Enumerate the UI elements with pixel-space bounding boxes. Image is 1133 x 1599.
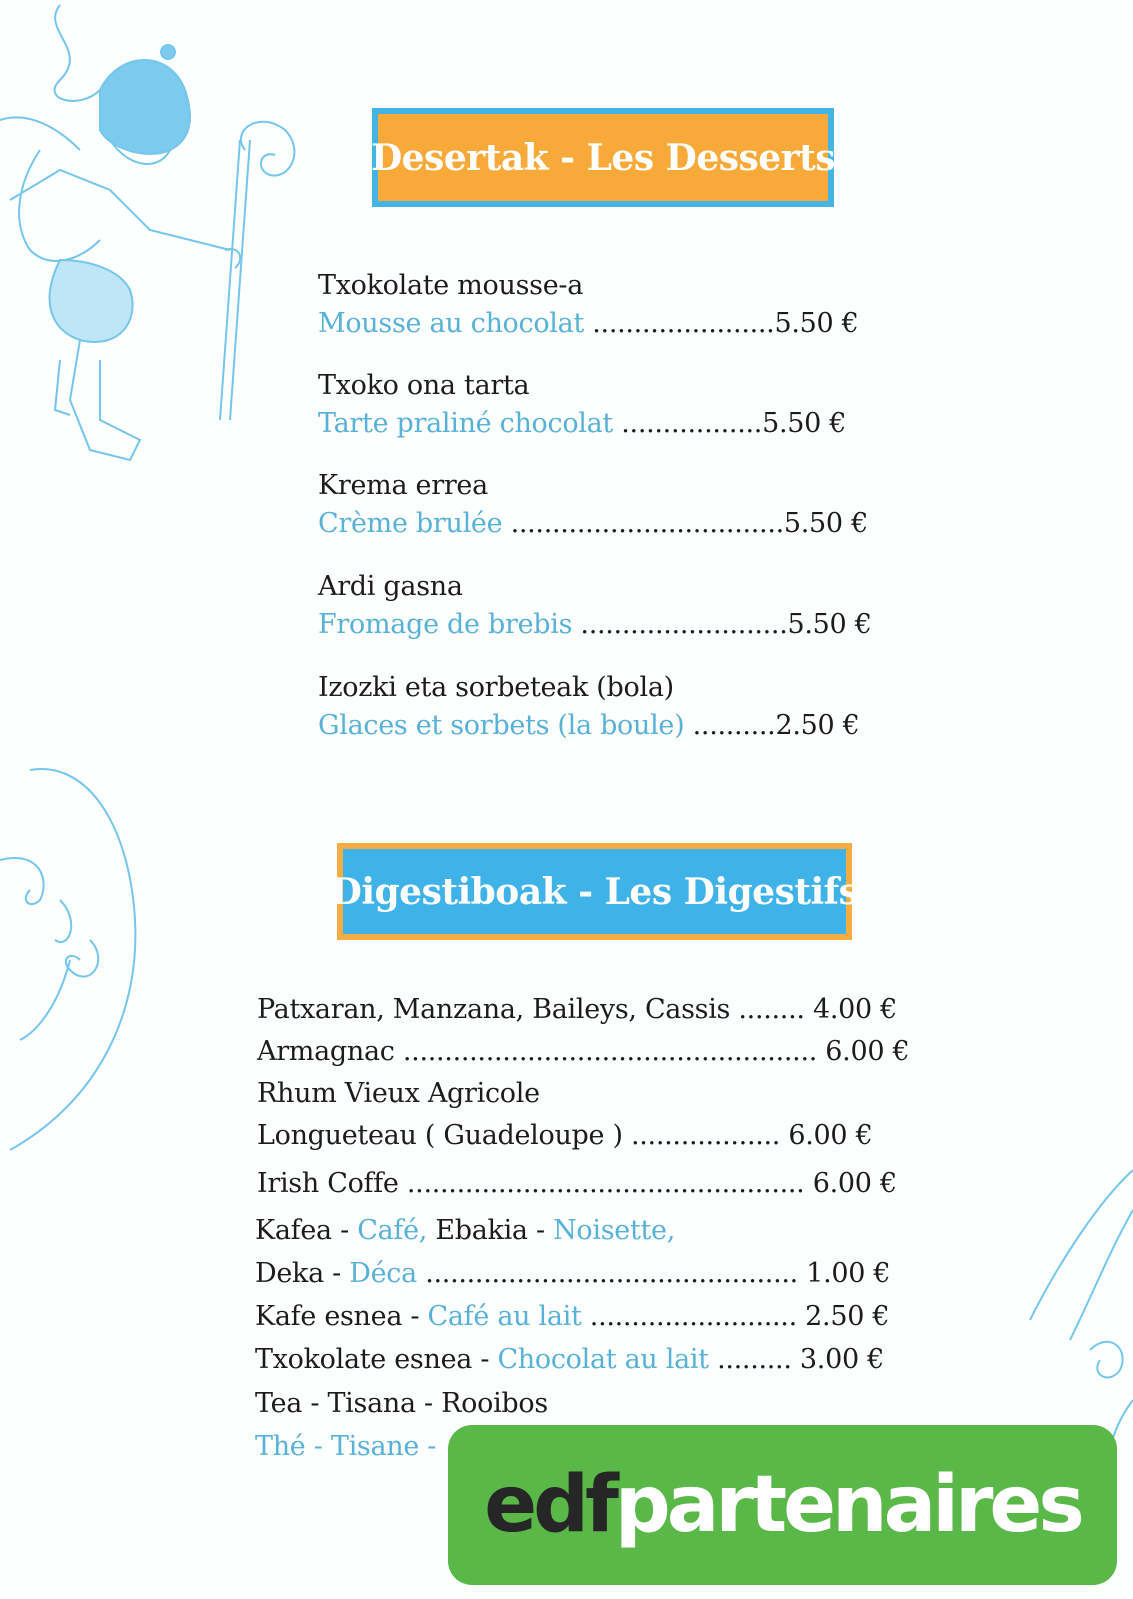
digestif-price: 6.00 € <box>812 1168 897 1199</box>
digestif-line: Thé - Tisane - <box>255 1431 437 1462</box>
digestif-line: Rhum Vieux Agricole <box>257 1078 540 1109</box>
digestif-line: Txokolate esnea - Chocolat au lait ......... 3.00 € <box>255 1344 884 1375</box>
dessert-price: 2.50 € <box>775 710 860 741</box>
digestif-price: 6.00 € <box>825 1036 910 1067</box>
digestif-line: Patxaran, Manzana, Baileys, Cassis ........ 4.00 € <box>257 994 898 1025</box>
digestif-line: Deka - Déca ............................................. 1.00 € <box>255 1258 891 1289</box>
digestif-price: 2.50 € <box>805 1301 890 1332</box>
digestif-line: Kafe esnea - Café au lait ......................... 2.50 € <box>255 1301 890 1332</box>
digestif-price: 1.00 € <box>806 1258 891 1289</box>
dessert-basque-name: Txokolate mousse-a <box>318 270 584 301</box>
digestif-line: Kafea - Café, Ebakia - Noisette, <box>255 1215 676 1246</box>
digestif-price: 6.00 € <box>788 1120 873 1151</box>
digestifs-title: Digestiboak - Les Digestifs <box>337 843 852 940</box>
digestif-line: Tea - Tisana - Rooibos <box>255 1388 548 1419</box>
dessert-french-line: Crème brulée .................................5.50 € <box>318 508 868 539</box>
dessert-basque-name: Krema errea <box>318 470 488 501</box>
badge-edf-text: edf <box>484 1460 615 1550</box>
digestif-price: 3.00 € <box>799 1344 884 1375</box>
digestif-line: Irish Coffe ................................................ 6.00 € <box>257 1168 897 1199</box>
dessert-price: 5.50 € <box>783 508 868 539</box>
edf-partenaires-badge <box>448 1425 1117 1585</box>
digestif-line: Armagnac .................................................. 6.00 € <box>257 1036 910 1067</box>
dessert-basque-name: Txoko ona tarta <box>318 370 530 401</box>
dessert-basque-name: Izozki eta sorbeteak (bola) <box>318 672 674 703</box>
desserts-title: Desertak - Les Desserts <box>372 108 834 207</box>
badge-partenaires-text: partenaires <box>614 1460 1081 1550</box>
dessert-price: 5.50 € <box>787 609 872 640</box>
dessert-french-line: Mousse au chocolat ......................5.50 € <box>318 308 859 339</box>
dessert-price: 5.50 € <box>762 408 847 439</box>
dessert-french-line: Tarte praliné chocolat .................5.50 € <box>318 408 847 439</box>
dessert-french-line: Glaces et sorbets (la boule) ..........2.50 € <box>318 710 860 741</box>
dessert-french-line: Fromage de brebis .........................5.50 € <box>318 609 872 640</box>
digestif-price: 4.00 € <box>812 994 898 1025</box>
digestif-line: Longueteau ( Guadeloupe ) .................. 6.00 € <box>257 1120 873 1151</box>
dessert-price: 5.50 € <box>774 308 859 339</box>
dessert-basque-name: Ardi gasna <box>318 571 463 602</box>
